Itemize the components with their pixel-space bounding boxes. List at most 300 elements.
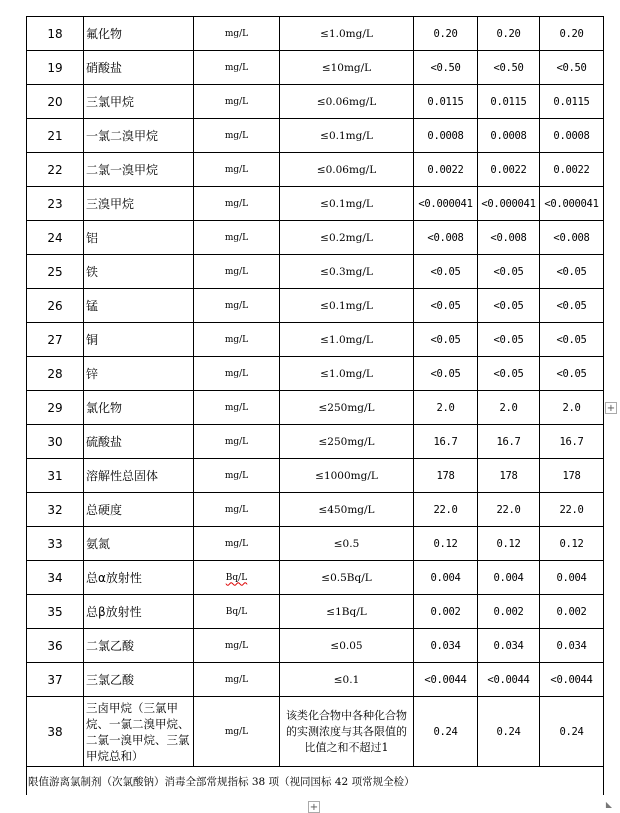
row-index[interactable] [27,255,84,289]
row-index[interactable] [27,187,84,221]
unit-cell-text: mg/L [224,266,249,277]
value-cell-2[interactable] [478,255,540,289]
value-cell-2[interactable] [478,357,540,391]
unit-cell-text: mg/L [224,504,249,515]
row-index-text: 38 [47,724,63,739]
indicator-name-text: 硝酸盐 [86,61,123,75]
table-row [27,561,604,595]
limit-cell[interactable] [280,391,414,425]
indicator-name[interactable] [84,119,194,153]
value-cell-1[interactable] [414,595,478,629]
value-cell-2-text: <0.0044 [487,673,530,686]
value-cell-3[interactable] [540,153,604,187]
value-cell-2-text: 22.0 [496,503,521,516]
unit-cell[interactable] [194,289,280,323]
limit-cell-text: ≤250mg/L [318,401,375,414]
value-cell-2[interactable] [478,697,540,767]
row-index-text: 37 [47,672,63,687]
limit-cell-text: 该类化合物中各种化合物的实测浓度与其各限值的比值之和不超过1 [286,708,407,754]
unit-cell-text: mg/L [224,130,249,141]
limit-cell[interactable] [280,153,414,187]
value-cell-1-text: <0.0044 [424,673,467,686]
indicator-name-text: 硫酸盐 [86,435,123,449]
limit-cell[interactable] [280,289,414,323]
unit-cell[interactable] [194,119,280,153]
value-cell-1-text: <0.05 [430,299,461,312]
unit-cell-text: mg/L [224,640,249,651]
value-cell-3[interactable] [540,663,604,697]
value-cell-3-text: 2.0 [562,401,581,414]
value-cell-3[interactable] [540,459,604,493]
value-cell-1-text: 0.24 [433,725,458,738]
value-cell-2-text: 0.0115 [490,95,527,108]
indicator-name-text: 三溴甲烷 [86,197,135,211]
indicator-name[interactable] [84,221,194,255]
row-index-text: 24 [47,230,63,245]
value-cell-3-text: 178 [562,469,581,482]
limit-cell[interactable] [280,493,414,527]
indicator-name[interactable] [84,663,194,697]
value-cell-1[interactable] [414,561,478,595]
value-cell-3-text: 0.034 [556,639,587,652]
table-row [27,187,604,221]
value-cell-3-text: 0.0022 [553,163,590,176]
value-cell-1-text: 2.0 [436,401,455,414]
unit-cell-text: mg/L [224,198,249,209]
table-row [27,391,604,425]
value-cell-3-text: <0.05 [556,265,587,278]
value-cell-3-text: 0.0008 [553,129,590,142]
value-cell-1[interactable] [414,221,478,255]
value-cell-3[interactable] [540,391,604,425]
row-index-text: 29 [47,400,63,415]
indicator-name[interactable] [84,323,194,357]
value-cell-1[interactable] [414,391,478,425]
limit-cell-text: ≤1.0mg/L [320,367,373,380]
row-index-text: 23 [47,196,63,211]
indicator-name[interactable] [84,153,194,187]
value-cell-3[interactable] [540,425,604,459]
unit-cell[interactable] [194,17,280,51]
row-index-text: 30 [47,434,63,449]
value-cell-2[interactable] [478,425,540,459]
unit-cell-text: mg/L [224,334,249,345]
row-index[interactable] [27,493,84,527]
indicator-name-text: 铁 [86,265,99,279]
value-cell-2-text: <0.000041 [481,197,536,210]
unit-cell[interactable] [194,425,280,459]
limit-cell-text: ≤0.1 [333,673,360,686]
value-cell-3[interactable] [540,595,604,629]
limit-cell[interactable] [280,459,414,493]
row-index-text: 34 [47,570,63,585]
row-index-text: 33 [47,536,63,551]
value-cell-2-text: 0.20 [496,27,521,40]
value-cell-3[interactable] [540,187,604,221]
value-cell-2[interactable] [478,459,540,493]
value-cell-2-text: 0.004 [493,571,524,584]
limit-cell[interactable] [280,323,414,357]
unit-cell[interactable] [194,459,280,493]
row-index[interactable] [27,17,84,51]
unit-cell[interactable] [194,85,280,119]
indicator-name-text: 二氯乙酸 [86,639,135,653]
indicator-name-text: 总硬度 [86,503,123,517]
unit-cell[interactable] [194,663,280,697]
value-cell-2[interactable] [478,493,540,527]
value-cell-2[interactable] [478,187,540,221]
row-index[interactable] [27,527,84,561]
value-cell-2-text: <0.05 [493,333,524,346]
row-index[interactable] [27,85,84,119]
value-cell-1[interactable] [414,289,478,323]
value-cell-1[interactable] [414,425,478,459]
value-cell-1[interactable] [414,153,478,187]
limit-cell[interactable] [280,527,414,561]
row-index-text: 25 [47,264,63,279]
limit-cell-text: ≤0.5Bq/L [321,571,372,584]
unit-cell[interactable] [194,391,280,425]
value-cell-1-text: 0.0115 [427,95,464,108]
row-index[interactable] [27,697,84,767]
value-cell-1[interactable] [414,187,478,221]
value-cell-3[interactable] [540,697,604,767]
value-cell-3[interactable] [540,493,604,527]
limit-cell[interactable] [280,561,414,595]
table-row [27,629,604,663]
value-cell-2-text: <0.50 [493,61,524,74]
limit-cell-text: ≤1Bq/L [326,605,367,618]
value-cell-2-text: 16.7 [496,435,521,448]
limit-cell[interactable] [280,595,414,629]
value-cell-3-text: 22.0 [559,503,584,516]
value-cell-3-text: <0.0044 [550,673,593,686]
row-index[interactable] [27,323,84,357]
unit-cell[interactable] [194,153,280,187]
row-index[interactable] [27,51,84,85]
table-row [27,289,604,323]
indicator-name-text: 三氯甲烷 [86,95,135,109]
indicator-name-text: 二氯一溴甲烷 [86,163,159,177]
limit-cell-text: ≤0.1mg/L [320,129,373,142]
value-cell-1[interactable] [414,527,478,561]
value-cell-1[interactable] [414,663,478,697]
unit-cell[interactable] [194,357,280,391]
value-cell-1-text: 0.004 [430,571,461,584]
table-row [27,51,604,85]
limit-cell-text: ≤0.3mg/L [320,265,373,278]
limit-cell[interactable] [280,17,414,51]
value-cell-1[interactable] [414,357,478,391]
row-index[interactable] [27,595,84,629]
value-cell-1-text: 0.20 [433,27,458,40]
value-cell-1[interactable] [414,119,478,153]
value-cell-2[interactable] [478,85,540,119]
row-index-text: 32 [47,502,63,517]
value-cell-2-text: <0.05 [493,265,524,278]
unit-cell[interactable] [194,51,280,85]
row-index[interactable] [27,153,84,187]
row-index[interactable] [27,391,84,425]
value-cell-2[interactable] [478,153,540,187]
value-cell-2[interactable] [478,595,540,629]
unit-cell-text: mg/L [224,674,249,685]
value-cell-3[interactable] [540,289,604,323]
value-cell-2[interactable] [478,221,540,255]
unit-cell[interactable] [194,527,280,561]
value-cell-3[interactable] [540,527,604,561]
table-row [27,17,604,51]
indicator-name-text: 三卤甲烷（三氯甲烷、一氯二溴甲烷、二氯一溴甲烷、三氯甲烷总和） [86,700,190,763]
indicator-name-text: 锌 [86,367,99,381]
limit-cell[interactable] [280,425,414,459]
indicator-name[interactable] [84,459,194,493]
unit-cell[interactable] [194,595,280,629]
table-row [27,323,604,357]
value-cell-3[interactable] [540,629,604,663]
value-cell-3[interactable] [540,119,604,153]
unit-cell-text: mg/L [224,96,249,107]
value-cell-3[interactable] [540,17,604,51]
unit-cell-text: mg/L [224,726,249,737]
indicator-name[interactable] [84,357,194,391]
table-row [27,85,604,119]
unit-cell-text: Bq/L [225,606,248,617]
limit-cell[interactable] [280,221,414,255]
limit-cell-text: ≤1000mg/L [315,469,378,482]
limit-cell-text: ≤0.5 [333,537,360,550]
value-cell-1-text: 22.0 [433,503,458,516]
indicator-name-text: 锰 [86,299,99,313]
value-cell-1-text: <0.05 [430,265,461,278]
row-index-text: 20 [47,94,63,109]
row-index-text: 26 [47,298,63,313]
value-cell-3-text: 0.12 [559,537,584,550]
value-cell-2-text: 0.12 [496,537,521,550]
indicator-name[interactable] [84,187,194,221]
indicator-name-text: 溶解性总固体 [86,469,159,483]
indicator-name[interactable] [84,85,194,119]
value-cell-3-text: <0.05 [556,367,587,380]
value-cell-3-text: <0.05 [556,333,587,346]
value-cell-1-text: <0.000041 [418,197,473,210]
value-cell-1[interactable] [414,255,478,289]
table-row [27,663,604,697]
row-index[interactable] [27,459,84,493]
limit-cell-text: ≤250mg/L [318,435,375,448]
value-cell-2-text: <0.05 [493,299,524,312]
value-cell-1[interactable] [414,493,478,527]
value-cell-1[interactable] [414,17,478,51]
row-index[interactable] [27,629,84,663]
value-cell-3[interactable] [540,85,604,119]
row-index-text: 28 [47,366,63,381]
value-cell-1-text: 16.7 [433,435,458,448]
value-cell-2-text: 0.034 [493,639,524,652]
value-cell-2-text: <0.008 [490,231,527,244]
limit-cell-text: ≤0.06mg/L [316,163,377,176]
limit-cell[interactable] [280,119,414,153]
table-row [27,493,604,527]
value-cell-1-text: 0.12 [433,537,458,550]
indicator-name[interactable] [84,493,194,527]
value-cell-2-text: 0.0008 [490,129,527,142]
limit-cell[interactable] [280,663,414,697]
row-index[interactable] [27,221,84,255]
indicator-name[interactable] [84,697,194,767]
row-index-text: 36 [47,638,63,653]
table-row [27,221,604,255]
table-row [27,459,604,493]
value-cell-3-text: 0.004 [556,571,587,584]
value-cell-2[interactable] [478,527,540,561]
value-cell-2-text: 0.002 [493,605,524,618]
indicator-name-text: 总β放射性 [86,605,142,619]
value-cell-3-text: 16.7 [559,435,584,448]
limit-cell[interactable] [280,629,414,663]
row-index[interactable] [27,663,84,697]
value-cell-3[interactable] [540,51,604,85]
value-cell-1-text: <0.05 [430,333,461,346]
table-row [27,255,604,289]
unit-cell-text: mg/L [224,164,249,175]
unit-cell-text: mg/L [224,470,249,481]
footer-row [27,767,604,796]
row-index-text: 27 [47,332,63,347]
value-cell-1-text: 0.0022 [427,163,464,176]
value-cell-3-text: 0.0115 [553,95,590,108]
indicator-name[interactable] [84,595,194,629]
add-row-handle[interactable]: + [309,802,319,813]
limit-cell-text: ≤0.2mg/L [320,231,373,244]
water-quality-table [26,16,604,795]
value-cell-2-text: 178 [499,469,518,482]
indicator-name[interactable] [84,527,194,561]
unit-cell-text: mg/L [224,538,249,549]
indicator-name-text: 三氯乙酸 [86,673,135,687]
indicator-name[interactable] [84,561,194,595]
value-cell-3-text: <0.50 [556,61,587,74]
value-cell-1[interactable] [414,323,478,357]
value-cell-1[interactable] [414,459,478,493]
table-row [27,119,604,153]
value-cell-2[interactable] [478,289,540,323]
value-cell-3[interactable] [540,323,604,357]
unit-cell[interactable] [194,323,280,357]
limit-cell[interactable] [280,187,414,221]
value-cell-3-text: <0.000041 [544,197,599,210]
limit-cell[interactable] [280,357,414,391]
value-cell-3[interactable] [540,221,604,255]
row-index-text: 22 [47,162,63,177]
indicator-name[interactable] [84,289,194,323]
unit-cell[interactable] [194,187,280,221]
row-index[interactable] [27,289,84,323]
add-column-handle[interactable]: + [606,403,616,414]
unit-cell[interactable] [194,629,280,663]
value-cell-1-text: <0.50 [430,61,461,74]
value-cell-3[interactable] [540,255,604,289]
indicator-name-text: 一氯二溴甲烷 [86,129,159,143]
value-cell-3-text: 0.24 [559,725,584,738]
value-cell-3[interactable] [540,561,604,595]
value-cell-1[interactable] [414,51,478,85]
indicator-name[interactable] [84,51,194,85]
unit-cell-text: mg/L [224,402,249,413]
indicator-name-text: 氯化物 [86,401,123,415]
limit-cell[interactable] [280,51,414,85]
limit-cell-text: ≤0.1mg/L [320,197,373,210]
value-cell-1[interactable] [414,629,478,663]
unit-cell[interactable] [194,561,280,595]
indicator-name[interactable] [84,255,194,289]
row-index[interactable] [27,425,84,459]
indicator-name-text: 氨氮 [86,537,111,551]
value-cell-2-text: 2.0 [499,401,518,414]
value-cell-2[interactable] [478,17,540,51]
value-cell-2[interactable] [478,561,540,595]
table-row [27,697,604,767]
value-cell-2[interactable] [478,323,540,357]
value-cell-3-text: 0.20 [559,27,584,40]
resize-corner-icon[interactable]: ◣ [605,800,612,809]
row-index[interactable] [27,119,84,153]
value-cell-2[interactable] [478,629,540,663]
indicator-name-text: 铜 [86,333,99,347]
table-body [27,17,604,796]
unit-cell[interactable] [194,697,280,767]
value-cell-1[interactable] [414,85,478,119]
row-index[interactable] [27,357,84,391]
footer-note[interactable]: 限值游离氯制剂（次氯酸钠）消毒全部常规指标 38 项（视同国标 42 项常规全检） [27,767,604,796]
value-cell-1-text: 0.034 [430,639,461,652]
value-cell-2[interactable] [478,391,540,425]
value-cell-2-text: <0.05 [493,367,524,380]
indicator-name[interactable] [84,17,194,51]
row-index-text: 19 [47,60,63,75]
value-cell-1[interactable] [414,697,478,767]
table-row [27,595,604,629]
value-cell-2[interactable] [478,663,540,697]
unit-cell[interactable] [194,255,280,289]
value-cell-1-text: 178 [436,469,455,482]
value-cell-2[interactable] [478,51,540,85]
indicator-name[interactable] [84,629,194,663]
indicator-name[interactable] [84,425,194,459]
indicator-name-text: 氟化物 [86,27,123,41]
row-index-text: 21 [47,128,63,143]
value-cell-3[interactable] [540,357,604,391]
unit-cell-text: mg/L [224,62,249,73]
value-cell-2-text: 0.0022 [490,163,527,176]
limit-cell[interactable] [280,85,414,119]
value-cell-3-text: <0.05 [556,299,587,312]
unit-cell[interactable] [194,493,280,527]
value-cell-2[interactable] [478,119,540,153]
unit-cell-text: mg/L [224,436,249,447]
table-row [27,425,604,459]
limit-cell[interactable] [280,697,414,767]
row-index[interactable] [27,561,84,595]
value-cell-1-text: 0.0008 [427,129,464,142]
unit-cell[interactable] [194,221,280,255]
limit-cell-text: ≤10mg/L [321,61,372,74]
value-cell-1-text: <0.008 [427,231,464,244]
indicator-name[interactable] [84,391,194,425]
limit-cell[interactable] [280,255,414,289]
row-index-text: 35 [47,604,63,619]
unit-cell-text: mg/L [224,232,249,243]
